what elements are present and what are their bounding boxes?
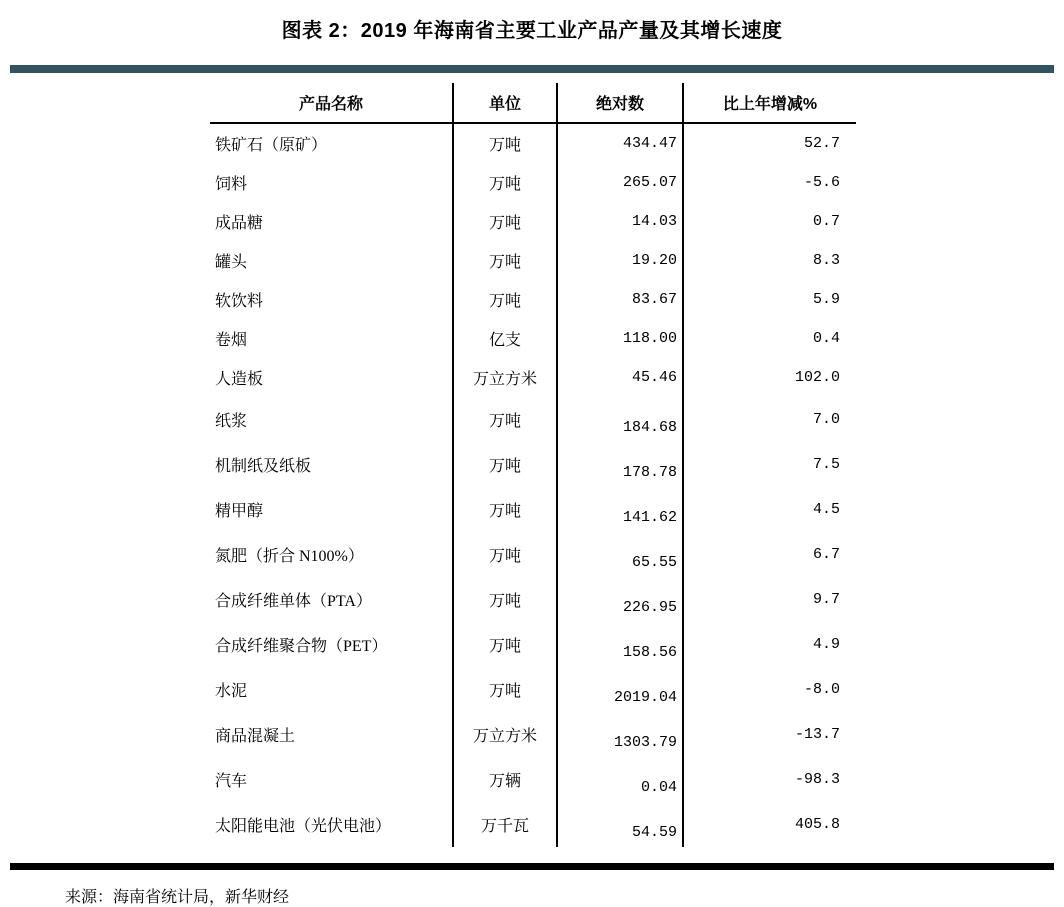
cell-unit: 万吨 [453, 280, 557, 319]
cell-absolute-value: 54.59 [557, 802, 683, 847]
cell-unit: 万立方米 [453, 712, 557, 757]
cell-product-name: 成品糖 [215, 215, 264, 232]
table-row [210, 622, 856, 667]
cell-unit: 万千瓦 [453, 802, 557, 847]
cell-growth-rate: 0.7 [683, 202, 856, 241]
table-body [210, 123, 856, 847]
cell-growth-rate: 8.3 [683, 241, 856, 280]
cell-product-name: 合成纤维单体（PTA） [215, 593, 372, 610]
cell-unit: 万吨 [453, 202, 557, 241]
cell-product-name: 人造板 [215, 371, 264, 388]
cell-product-name: 商品混凝土 [215, 728, 296, 745]
cell-unit: 万吨 [453, 487, 557, 532]
cell-unit: 万吨 [453, 241, 557, 280]
table-row [210, 667, 856, 712]
top-divider [10, 65, 1054, 73]
cell-growth-rate: 4.5 [683, 487, 856, 532]
cell-growth-rate: -98.3 [683, 757, 856, 802]
table-row [210, 532, 856, 577]
cell-growth-rate: 4.9 [683, 622, 856, 667]
cell-absolute-value: 434.47 [557, 123, 683, 163]
table-row [210, 757, 856, 802]
cell-unit: 亿支 [453, 319, 557, 358]
header-absolute-value: 绝对数 [557, 83, 683, 123]
cell-growth-rate: 0.4 [683, 319, 856, 358]
cell-unit: 万辆 [453, 757, 557, 802]
cell-absolute-value: 178.78 [557, 442, 683, 487]
cell-product-name: 纸浆 [215, 413, 248, 430]
header-product-name: 产品名称 [210, 83, 453, 123]
cell-absolute-value: 265.07 [557, 163, 683, 202]
cell-absolute-value: 0.04 [557, 757, 683, 802]
cell-unit: 万吨 [453, 532, 557, 577]
table-row [210, 241, 856, 280]
table-row [210, 802, 856, 847]
cell-absolute-value: 226.95 [557, 577, 683, 622]
cell-absolute-value: 158.56 [557, 622, 683, 667]
cell-absolute-value: 2019.04 [557, 667, 683, 712]
cell-product-name: 软饮料 [215, 293, 264, 310]
table-row [210, 577, 856, 622]
cell-unit: 万吨 [453, 667, 557, 712]
cell-absolute-value: 83.67 [557, 280, 683, 319]
cell-unit: 万吨 [453, 163, 557, 202]
cell-product-name: 氮肥（折合 N100%） [215, 548, 364, 565]
cell-absolute-value: 184.68 [557, 397, 683, 442]
cell-product-name: 铁矿石（原矿） [215, 137, 328, 154]
cell-absolute-value: 141.62 [557, 487, 683, 532]
cell-growth-rate: -8.0 [683, 667, 856, 712]
cell-absolute-value: 1303.79 [557, 712, 683, 757]
header-unit: 单位 [453, 83, 557, 123]
table-row [210, 712, 856, 757]
cell-growth-rate: 52.7 [683, 123, 856, 163]
header-row [210, 83, 856, 123]
cell-product-name: 汽车 [215, 773, 248, 790]
cell-absolute-value: 65.55 [557, 532, 683, 577]
cell-product-name: 机制纸及纸板 [215, 458, 312, 475]
table-row [210, 280, 856, 319]
cell-growth-rate: 405.8 [683, 802, 856, 847]
bottom-divider [10, 863, 1054, 870]
cell-product-name: 合成纤维聚合物（PET） [215, 638, 388, 655]
cell-product-name: 精甲醇 [215, 503, 264, 520]
cell-absolute-value: 118.00 [557, 319, 683, 358]
cell-unit: 万吨 [453, 577, 557, 622]
source-note: 来源：海南省统计局，新华财经 [65, 889, 290, 906]
table-row [210, 163, 856, 202]
cell-growth-rate: 7.0 [683, 397, 856, 442]
cell-unit: 万吨 [453, 397, 557, 442]
cell-product-name: 饲料 [215, 176, 248, 193]
table-row [210, 487, 856, 532]
cell-absolute-value: 45.46 [557, 358, 683, 397]
header-growth-rate: 比上年增减% [683, 83, 856, 123]
table-row [210, 202, 856, 241]
chart-title: 图表 2：2019 年海南省主要工业产品产量及其增长速度 [281, 20, 783, 42]
table-row [210, 319, 856, 358]
cell-growth-rate: -5.6 [683, 163, 856, 202]
cell-growth-rate: 7.5 [683, 442, 856, 487]
cell-unit: 万吨 [453, 622, 557, 667]
products-table [210, 83, 856, 847]
cell-growth-rate: -13.7 [683, 712, 856, 757]
cell-product-name: 罐头 [215, 254, 248, 271]
cell-unit: 万立方米 [453, 358, 557, 397]
table-row [210, 397, 856, 442]
table-row [210, 123, 856, 163]
table-header [210, 83, 856, 123]
cell-growth-rate: 9.7 [683, 577, 856, 622]
cell-growth-rate: 6.7 [683, 532, 856, 577]
cell-product-name: 太阳能电池（光伏电池） [215, 818, 392, 835]
table-row [210, 442, 856, 487]
cell-absolute-value: 14.03 [557, 202, 683, 241]
cell-growth-rate: 5.9 [683, 280, 856, 319]
cell-unit: 万吨 [453, 123, 557, 163]
cell-unit: 万吨 [453, 442, 557, 487]
table-row [210, 358, 856, 397]
cell-product-name: 水泥 [215, 683, 248, 700]
cell-product-name: 卷烟 [215, 332, 248, 349]
cell-absolute-value: 19.20 [557, 241, 683, 280]
cell-growth-rate: 102.0 [683, 358, 856, 397]
